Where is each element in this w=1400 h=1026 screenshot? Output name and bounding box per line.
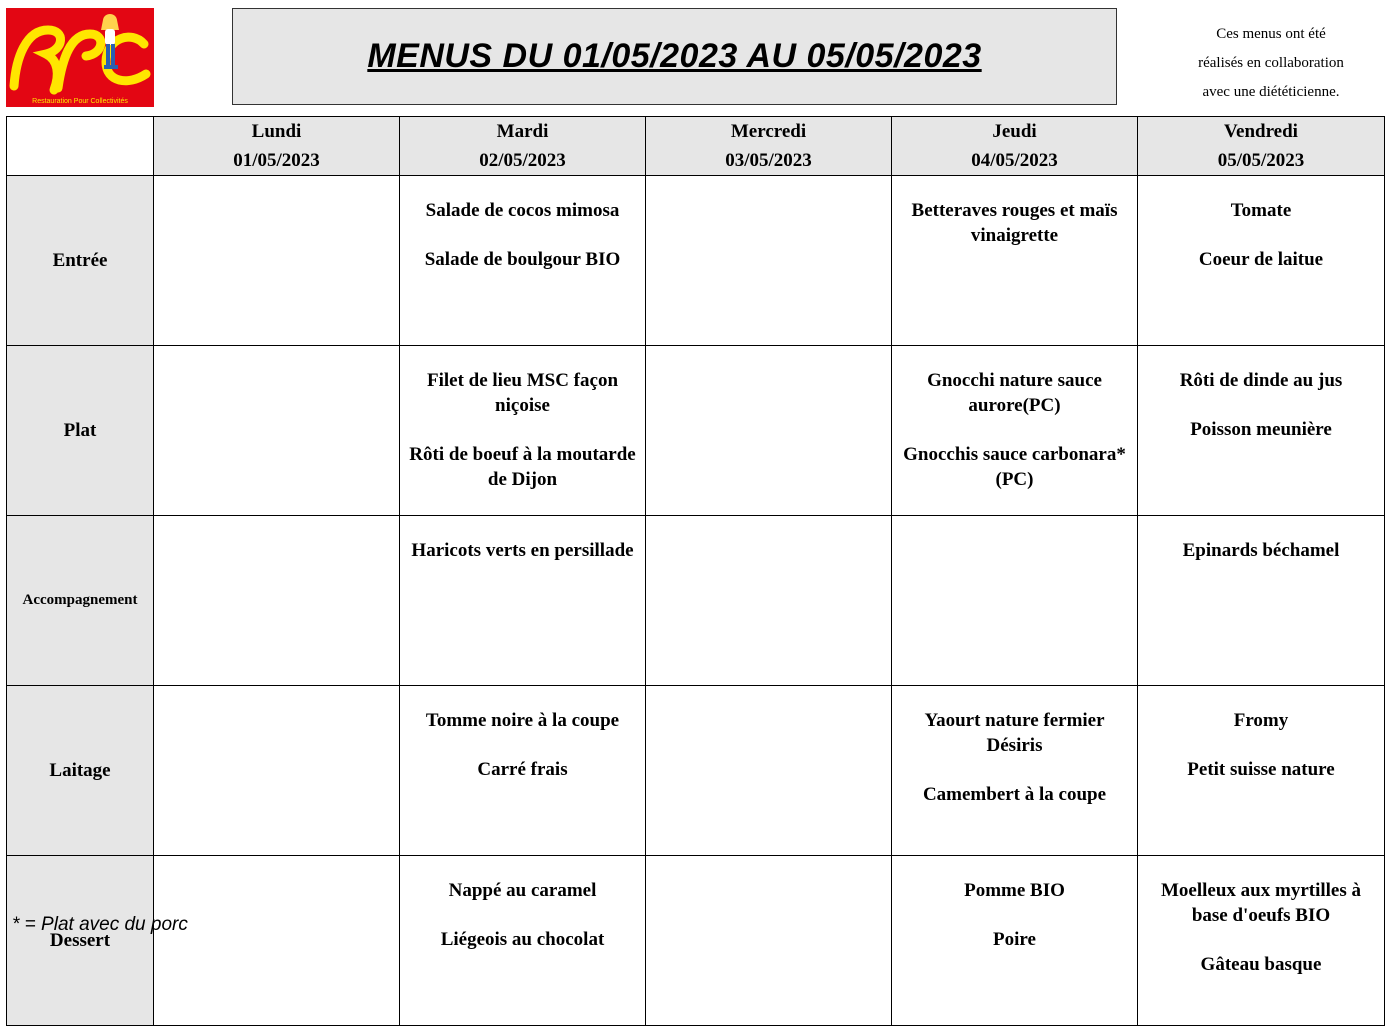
menu-cell (892, 856, 1138, 1026)
menu-cell-content (1138, 708, 1384, 782)
menu-cell (1138, 686, 1385, 856)
menu-cell (400, 686, 646, 856)
day-header (154, 117, 400, 176)
menu-cell (1138, 346, 1385, 516)
menu-row (7, 176, 1385, 346)
menu-cell-content (1138, 368, 1384, 442)
dish-item: Coeur de laitue (1198, 249, 1324, 270)
menu-cell (892, 346, 1138, 516)
day-name: Vendredi (1224, 121, 1298, 142)
menu-cell (400, 176, 646, 346)
menu-table (6, 116, 1385, 1026)
menu-cell (646, 176, 892, 346)
menu-cell-content (400, 198, 645, 272)
menu-cell (1138, 176, 1385, 346)
day-header (400, 117, 646, 176)
dish-item: Camembert à la coupe (922, 784, 1107, 805)
note-line: réalisés en collaboration (1198, 55, 1344, 71)
header-corner (7, 117, 154, 176)
dish-item: Poisson meunière (1190, 419, 1332, 440)
menu-cell (400, 516, 646, 686)
menu-row (7, 516, 1385, 686)
menu-cell (1138, 516, 1385, 686)
category-label: Dessert (7, 856, 154, 1026)
day-date: 04/05/2023 (971, 150, 1058, 171)
dietitian-note (1148, 20, 1394, 107)
menu-cell (154, 346, 400, 516)
dish-item: Gnocchis sauce carbonara* (PC) (903, 444, 1126, 490)
dish-item: Petit suisse nature (1187, 759, 1335, 780)
menu-cell-content (400, 878, 645, 952)
menu-cell (154, 516, 400, 686)
menu-cell-content (400, 708, 645, 782)
menu-cell (400, 856, 646, 1026)
dish-item: Salade de cocos mimosa (425, 200, 620, 221)
menu-cell (646, 856, 892, 1026)
day-name: Jeudi (992, 121, 1037, 142)
category-label: Entrée (7, 176, 154, 346)
day-name: Lundi (251, 121, 302, 142)
dish-item: Salade de boulgour BIO (424, 249, 621, 270)
day-header-row (7, 117, 1385, 176)
menu-cell-content (400, 538, 645, 563)
dish-item: Moelleux aux myrtilles à base d'oeufs BIO (1161, 880, 1361, 926)
menu-row (7, 856, 1385, 1026)
day-header (1138, 117, 1385, 176)
dish-item: Filet de lieu MSC façon niçoise (426, 370, 619, 416)
dish-item: Betteraves rouges et maïs vinaigrette (911, 200, 1118, 246)
dish-item: Liégeois au chocolat (440, 929, 605, 950)
menu-cell (400, 346, 646, 516)
rpc-logo (6, 8, 154, 107)
day-date: 01/05/2023 (233, 150, 320, 171)
menu-cell-content (400, 368, 645, 492)
dish-item: Haricots verts en persillade (411, 540, 634, 561)
day-date: 03/05/2023 (725, 150, 812, 171)
logo-caption: Restauration Pour Collectivités (32, 98, 128, 105)
menu-cell-content (892, 708, 1137, 807)
day-date: 02/05/2023 (479, 150, 566, 171)
menu-cell (1138, 856, 1385, 1026)
menu-cell-content (1138, 198, 1384, 272)
note-line: Ces menus ont été (1216, 26, 1326, 42)
dish-item: Carré frais (477, 759, 568, 780)
menu-cell (892, 686, 1138, 856)
page-title: MENUS DU 01/05/2023 AU 05/05/2023 (367, 37, 982, 75)
dish-item: Epinards béchamel (1182, 540, 1340, 561)
menu-cell (154, 686, 400, 856)
dish-item: Gâteau basque (1200, 954, 1322, 975)
menu-cell (892, 516, 1138, 686)
dish-item: Pomme BIO (964, 880, 1065, 901)
menu-cell-content (1138, 538, 1384, 563)
category-label: Accompagnement (7, 516, 154, 686)
dish-item: Tomate (1230, 200, 1292, 221)
day-name: Mercredi (730, 121, 807, 142)
dish-item: Yaourt nature fermier Désiris (924, 710, 1105, 756)
dish-item: Nappé au caramel (448, 880, 597, 901)
note-line: avec une diététicienne. (1202, 84, 1340, 100)
dish-item: Rôti de boeuf à la moutarde de Dijon (409, 444, 636, 490)
menu-cell (646, 346, 892, 516)
menu-cell (892, 176, 1138, 346)
logo-graphic (6, 8, 154, 107)
dish-item: Fromy (1233, 710, 1289, 731)
menu-cell-content (892, 198, 1137, 248)
menu-row (7, 686, 1385, 856)
menu-cell (646, 516, 892, 686)
pork-footnote: * = Plat avec du porc (12, 914, 188, 935)
category-label: Plat (7, 346, 154, 516)
menu-cell (154, 856, 400, 1026)
menu-cell-content (892, 878, 1137, 952)
menu-cell (646, 686, 892, 856)
day-header (892, 117, 1138, 176)
menu-row (7, 346, 1385, 516)
day-name: Mardi (496, 121, 549, 142)
menu-cell-content (1138, 878, 1384, 977)
category-label: Laitage (7, 686, 154, 856)
day-header (646, 117, 892, 176)
menu-body (7, 176, 1385, 1026)
dish-item: Gnocchi nature sauce aurore(PC) (927, 370, 1102, 416)
day-date: 05/05/2023 (1217, 150, 1305, 171)
dish-item: Tomme noire à la coupe (425, 710, 620, 731)
menu-cell-content (892, 368, 1137, 492)
dish-item: Rôti de dinde au jus (1179, 370, 1343, 391)
title-box (232, 8, 1117, 105)
menu-cell (154, 176, 400, 346)
dish-item: Poire (993, 929, 1036, 950)
